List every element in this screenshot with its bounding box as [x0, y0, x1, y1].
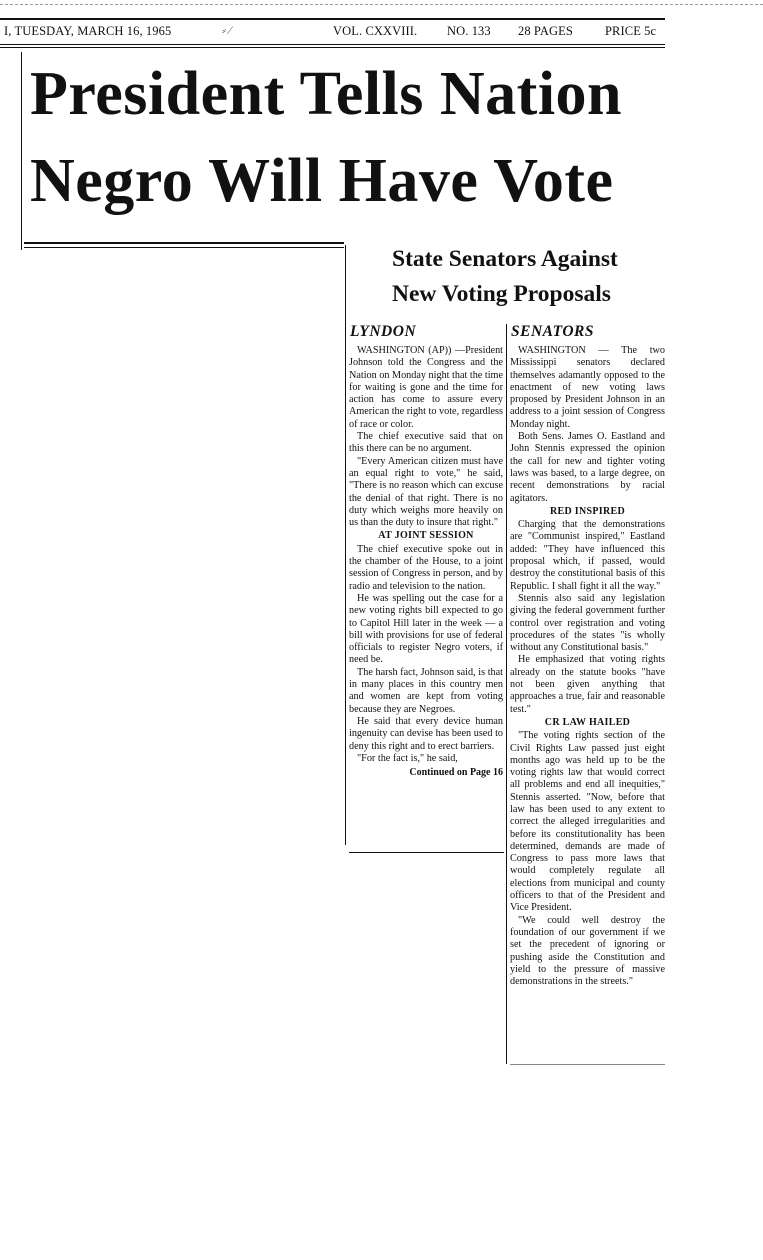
left-subhead: AT JOINT SESSION: [378, 530, 474, 542]
folio-bottom-rule: [0, 44, 665, 45]
left-paragraph: He was spelling out the case for a new voting rights bill expected to go to Capitol Hill later in the week — a bill with provisions for use of federal officials to register Negro voters, if need be.: [349, 592, 503, 666]
folio-date: I, TUESDAY, MARCH 16, 1965: [4, 24, 172, 38]
right-paragraph: Stennis also said any legislation giving the federal government further control over registration and voting procedures of the states "is wholly without any Constitutional basis.": [510, 592, 665, 654]
left-paragraph: The chief executive said that on this there can be no argument.: [349, 431, 503, 455]
banner-bottom-rule-thin: [24, 247, 344, 248]
deck-headline-line2: New Voting Proposals: [392, 281, 611, 307]
left-paragraph: The harsh fact, Johnson said, is that in many places in this country men and women are kept from voting because they are Negroes.: [349, 666, 503, 715]
left-paragraph: He said that every device human ingenuity can devise has been used to deny this right and to erect barriers.: [349, 715, 503, 752]
deck-left-rule: [345, 245, 346, 845]
continued-line: Continued on Page 16: [409, 767, 503, 779]
folio-bottom-rule-2: [0, 47, 665, 48]
folio-number: NO. 133: [447, 24, 491, 38]
left-paragraph: "For the fact is," he said,: [357, 752, 458, 764]
right-paragraph: "We could well destroy the foundation of our government if we set the precedent of ignoring or pushing aside the Constitution and yield to the pressure of massive demonstrations in the streets.": [510, 914, 665, 988]
folio-top-rule: [0, 18, 665, 20]
column-divider: [506, 324, 507, 1064]
top-trim-line: [0, 4, 763, 5]
left-paragraph: WASHINGTON (AP)) —President Johnson told the Congress and the Nation on Monday night that the time for waiting is gone and the time for action has come to assure every American the right to vote, regardless of race or color.: [349, 345, 503, 430]
right-subhead-red-inspired: RED INSPIRED: [549, 505, 625, 517]
left-column-end-rule: [349, 852, 504, 853]
right-paragraph: WASHINGTON — The two Mississippi senators declared themselves adamantly opposed to the enactment of new voting laws proposed by President Johnson in an address to a joint session of Congress Monday night.: [510, 345, 665, 430]
banner-headline-line1: President Tells Nation: [30, 60, 623, 128]
banner-left-rule: [21, 52, 22, 250]
right-column-heading: SENATORS: [511, 323, 594, 340]
right-paragraph: Charging that the demonstrations are "Communist inspired," Eastland added: "They have influenced this proposal which, if passed, would destroy the constitutional basis of this Republic. I shall fight it all the way.": [510, 519, 665, 592]
left-paragraph: The chief executive spoke out in the chamber of the House, to a joint session of Congress in person, and by radio and television to the nation.: [349, 543, 503, 592]
right-paragraph: Both Sens. James O. Eastland and John Stennis expressed the opinion the call for new and tighter voting laws was based, to a large degree, on recent demonstrations by racial agitators.: [510, 431, 665, 504]
banner-headline-line2: Negro Will Have Vote: [30, 147, 614, 215]
folio-price: PRICE 5c: [605, 24, 657, 38]
folio-pages: 28 PAGES: [518, 24, 573, 38]
right-paragraph: "The voting rights section of the Civil Rights Law passed just eight months ago was held up to be the voting rights law that would correct all problems and end all inequities," Stennis asserted. "Now, before that law has been used to any extent to correct the alleged irregularities and before its constitutionality has been determined, demands are made of Congress to pass more laws that would completely regulate all elections from municipal and county officers to that of the President and Vice President.: [510, 730, 665, 914]
folio-volume: VOL. CXXVIII.: [333, 24, 418, 38]
ink-mark: ⸗ ⁄: [222, 23, 231, 37]
right-paragraph: He emphasized that voting rights already on the statute books "have not been given anything that approaches a true, fair and reasonable test.": [510, 654, 665, 715]
right-column-body: [510, 345, 665, 988]
right-column-end-rule: [510, 1064, 665, 1065]
right-subhead-cr-law: CR LAW HAILED: [544, 716, 631, 728]
left-paragraph: "Every American citizen must have an equal right to vote," he said, "There is no reason which can excuse the denial of that right. There is no duty which weighs more heavily on us than the duty to insure that right.": [349, 455, 503, 529]
banner-bottom-rule: [24, 242, 344, 244]
deck-headline-line1: State Senators Against: [392, 246, 618, 272]
left-column-heading: LYNDON: [350, 323, 417, 340]
left-column-body: [349, 345, 503, 779]
